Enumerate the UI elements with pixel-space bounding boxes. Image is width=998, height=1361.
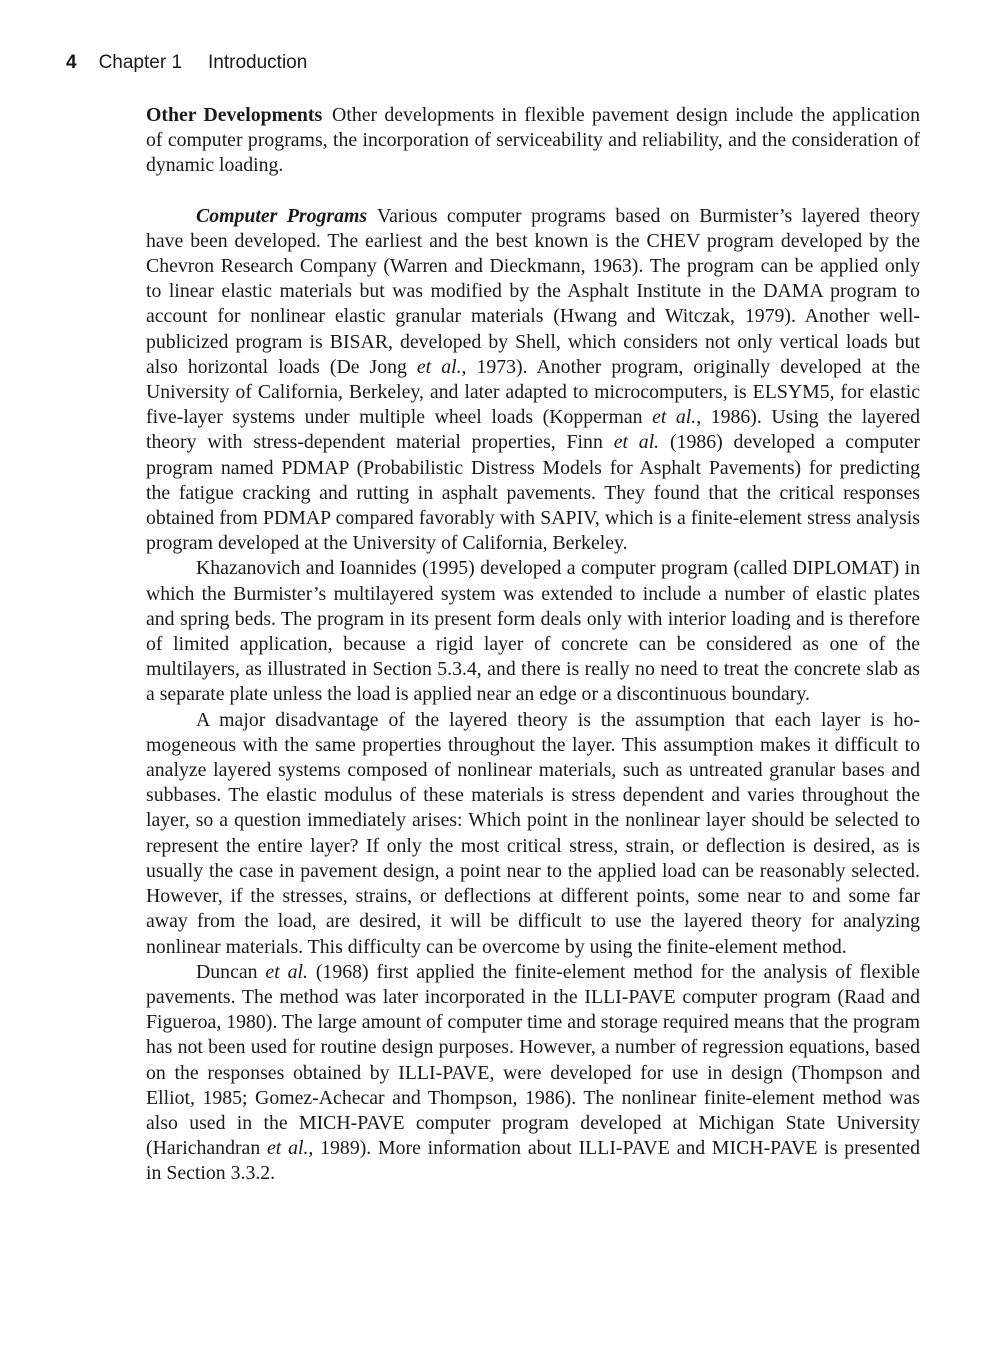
computer-programs-text-2: , 1973). Another program, originally developed at the University of California, Berkeley, and later adapted to microcomputers, is ELSYM5, for elastic five-layer systems under multiple wheel loads (Kopperman [146, 355, 920, 429]
paragraph-computer-programs [146, 204, 920, 557]
paragraph-khazanovich [146, 556, 920, 707]
paragraph-duncan [146, 960, 920, 1187]
duncan-text-2: (1968) first applied the finite-element method for the analysis of flexible pavements. The method was later incorporated in the ILLI-PAVE computer program (Raad and Figueroa, 1980). The large amount of computer time and storage required means that the program has not been used for routine design purposes. However, a number of regression equations, based on the responses obtained by ILLI-PAVE, were developed for use in design (Thompson and Elliot, 1985; Gomez-Achecar and Thompson, 1986). The nonlinear finite-element method was also used in the MICH-PAVE computer program developed at Michigan State University (Harichandran [146, 960, 920, 1160]
section-label: Introduction [208, 52, 308, 73]
duncan-text-3: , 1989). More information about ILLI-PAVE and MICH-PAVE is presented in Section 3.3.2. [146, 1137, 921, 1185]
khazanovich-text: Khazanovich and Ioannides (1995) developed a computer program (called DIPLOMAT) in which the Burmister’s multilayered system was extended to include a number of elastic plates and spring beds. The program in its present form deals only with interior loading and is therefore of limited application, because a rigid layer of concrete can be considered as one of the multilayers, as illustrated in Section 5.3.4, and there is really no need to treat the concrete slab as a separate plate unless the load is applied near an edge or a discontinuous boundary. [146, 557, 920, 706]
heading-computer-programs: Computer Programs [196, 204, 368, 227]
citation-et-al: et al. [267, 1137, 309, 1160]
computer-programs-text-4: (1986) developed a computer program named PDMAP (Probabilistic Distress Models for Asphalt Pavements) for predicting the fatigue cracking and rutting in asphalt pavements. They found that the critical responses obtained from PDMAP compared favorably with SAPIV, which is a finite-element stress analysis program developed at the University of California, Berkeley. [146, 431, 920, 555]
citation-et-al: et al. [652, 406, 697, 429]
computer-programs-text-1: Various computer programs based on Burmister’s layered theory have been developed. The earliest and the best known is the CHEV program developed by the Chevron Research Company (Warren and Dieckmann, 1963). The program can be applied only to linear elastic materials but was modified by the Asphalt Institute in the DAMA program to account for nonlinear elastic granular materials (Hwang and Witczak, 1979). Another well-publicized program is BISAR, developed by Shell, which considers not only vertical loads but also horizontal loads (De Jong [146, 204, 920, 378]
page-number: 4 [66, 52, 77, 73]
running-head [66, 52, 307, 74]
body-text [146, 103, 920, 1187]
citation-et-al: et al. [265, 960, 308, 983]
computer-programs-text-3: , 1986). Using the layered theory with stress-dependent material properties, Finn [146, 406, 920, 454]
other-developments-text: Other developments in flexible pavement design include the application of computer programs, the incorporation of serviceability and reliability, and the consideration of dynamic loading. [146, 104, 920, 177]
disadvantage-text: A major disadvantage of the layered theory is the assumption that each layer is homogeneous with the same properties throughout the layer. This assumption makes it difficult to analyze layered systems composed of nonlinear materials, such as untreated granular bases and subbases. The elastic modulus of these materials is stress dependent and varies throughout the layer, so a question immediately arises: Which point in the nonlinear layer should be selected to represent the entire layer? If only the most critical stress, strain, or deflection is desired, as is usually the case in pavement design, a point near to the applied load can be reasonably selected. However, if the stresses, strains, or deflections at different points, some near to and some far away from the load, are desired, it will be difficult to use the layered theory for analyzing nonlinear materials. This difficulty can be overcome by using the finite-element method. [146, 708, 920, 958]
paragraph-disadvantage [146, 708, 920, 960]
citation-et-al: et al. [416, 355, 462, 378]
citation-et-al: et al. [613, 431, 660, 454]
paragraph-other-developments [146, 103, 920, 179]
duncan-text-1: Duncan [196, 960, 266, 983]
heading-other-developments: Other Developments [146, 104, 323, 126]
chapter-label: Chapter 1 [98, 52, 183, 73]
